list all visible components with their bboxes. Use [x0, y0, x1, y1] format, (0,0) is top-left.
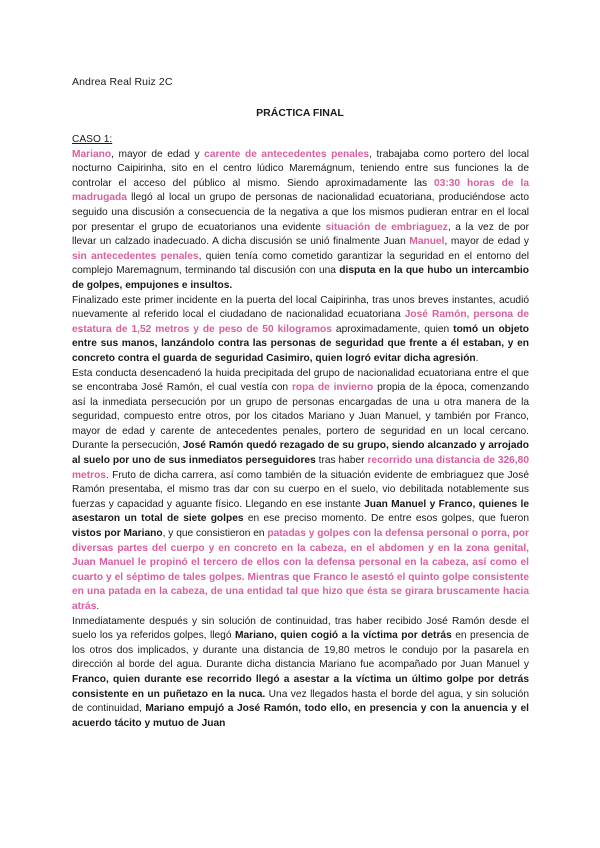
text-run: Finalizado este primer incidente en la puerta del local Caipirinha, tras unos breves instantes, acudió nuevamente al referido local el ciudadano de nacionalidad ecuatoriana — [72, 294, 529, 321]
text-run: Inmediatamente después y sin solución de continuidad, tras haber recibido José Ramón desde el suelo los ya referidos golpes, llegó — [72, 615, 529, 642]
bold-text: vistos por Mariano — [72, 528, 163, 540]
text-run: , trabajaba como portero del local nocturno Caipirinha, sito en el centro lúdico Maremágnum, teniendo entre sus funciones la de controlar el acceso del público al mismo. Siendo aproximadamente las — [72, 148, 529, 189]
bold-text: Juan Manuel y Franco, quienes le asestaron un total de siete golpes — [72, 498, 529, 525]
paragraph-3 — [72, 367, 529, 615]
text-run: . Fruto de dicha carrera, así como también de la situación evidente de embriaguez que José Ramón presentaba, el mismo tras dar con su cuerpo en el suelo, vio debilitada notablemente sus fuerzas y capacidad y aguante físico. Llegando en ese instante — [72, 469, 529, 510]
document-body — [72, 133, 529, 731]
case-heading: CASO 1: — [72, 134, 113, 145]
text-run: , a la vez de por llevar un calzado inadecuado. A dicha discusión se unió finalmente Juan — [72, 221, 529, 248]
text-run: llegó al local un grupo de personas de nacionalidad ecuatoriana, produciéndose acto seguido una discusión a consecuencia de la negativa a que los mismos pudieran entrar en el local por presentar el grupo de ecuatorianos una evidente — [72, 192, 529, 233]
text-run: . — [96, 601, 100, 612]
text-run: , mayor de edad y — [444, 236, 529, 248]
highlighted-text: 03:30 horas de la madrugada — [72, 177, 529, 204]
highlighted-text: José Ramón, persona de estatura de 1,52 metros y de peso de 50 kilogramos — [72, 309, 529, 335]
document-title: PRÁCTICA FINAL — [256, 107, 344, 119]
highlighted-text: situación de embriaguez — [325, 221, 448, 233]
text-run: Esta conducta desencadenó la huida precipitada del grupo de nacionalidad ecuatoriana entre el que se encontraba José Ramón, el cual vestía con — [72, 367, 529, 394]
bold-text: Mariano, quien cogió a la víctima por detrás — [234, 630, 452, 642]
paragraph-1 — [72, 148, 529, 294]
text-run: propia de la época, comenzando así la inmediata persecución por un grupo de personas encargadas de una u otra manera de la seguridad, compuesto entre otros, por los citados Mariano y Juan Manuel, y también por Franco, mayor de edad y carente de antecedentes penales, portero de seguridad en un local cercano. Durante la persecución, — [72, 382, 529, 452]
text-run: Una vez llegados hasta el borde del agua, y sin solución de continuidad, — [72, 688, 529, 715]
text-run: , y que consistieron en — [162, 528, 268, 540]
bold-text: tomó un objeto entre sus manos, lanzándolo contra las personas de seguridad que frente a él estaban, y en concreto contra el guarda de seguridad Casimiro, quien logró evitar dicha agresión — [72, 323, 530, 364]
highlighted-text: carente de antecedentes penales — [204, 148, 370, 160]
text-run: aproximadamente, quien — [331, 323, 454, 335]
highlighted-text: ropa de invierno — [291, 382, 374, 394]
bold-text: Mariano empujó a José Ramón, todo ello, en presencia y con la anuencia y el acuerdo tácito y mutuo de Juan — [72, 703, 530, 729]
text-run: , quien tenía como cometido garantizar la seguridad en el entorno del complejo Maremagnum, terminando tal discusión con una — [72, 250, 529, 277]
highlighted-text: patadas y golpes con la defensa personal o porra, por diversas partes del cuerpo y en concreto en la cabeza, en el abdomen y en la zona genital, Juan Manuel le propinó el tercero de ellos con la defensa personal en la cabeza, así como el cuarto y el séptimo de tales golpes. Mientras que Franco le asestó el quinto golpe consistente en una patada en la cabeza, de una entidad tal que hizo que ésta se girara bruscamente hacia atrás — [72, 528, 529, 612]
text-run: , mayor de edad y — [111, 148, 205, 160]
text-run: en presencia de los otros dos implicados, y durante una distancia de 19,80 metros le condujo por la pasarela en dirección al borde del agua. Durante dicha distancia Mariano fue acompañado por Juan Manuel y — [72, 630, 529, 671]
bold-text: Franco, quien durante ese recorrido llegó a asestar a la víctima un último golpe por detrás consistente en un puñetazo en la nuca. — [72, 673, 529, 700]
paragraph-2 — [72, 294, 529, 367]
author-name: Andrea Real Ruiz 2C — [72, 76, 173, 88]
text-run: en ese preciso momento. De entre esos golpes, que fueron — [243, 513, 529, 525]
bold-text: disputa en la que hubo un intercambio de golpes, empujones e insultos. — [72, 265, 529, 291]
paragraph-4 — [72, 615, 529, 732]
text-run: . — [475, 352, 479, 364]
highlighted-text: recorrido una distancia de 326,80 metros — [72, 455, 530, 481]
bold-text: José Ramón quedó rezagado de su grupo, siendo alcanzado y arrojado al suelo por uno de sus inmediatos perseguidores — [72, 440, 529, 467]
highlighted-text: Manuel — [409, 236, 445, 248]
text-run: tras haber — [315, 455, 368, 467]
highlighted-text: Mariano — [72, 148, 112, 160]
highlighted-text: sin antecedentes penales — [72, 250, 199, 262]
